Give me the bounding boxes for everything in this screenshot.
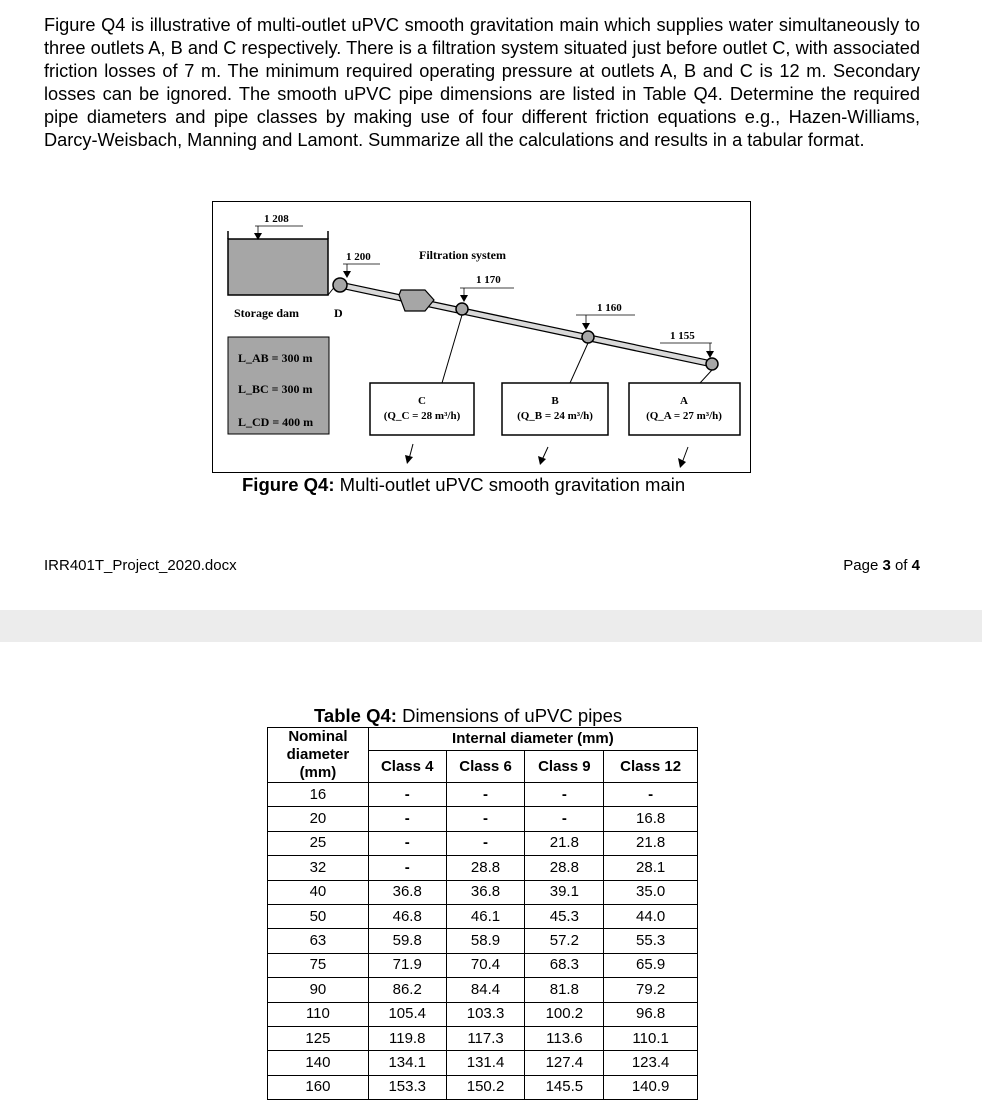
node-c [456,303,468,315]
elev-b-label: 1 160 [597,302,622,314]
table-row [268,978,698,1002]
nominal-diameter-cell: 63 [268,929,369,953]
footer-page-number: Page 3 of 4 [843,557,920,574]
internal-diameter-cell: 55.3 [604,929,698,953]
nominal-diameter-cell: 75 [268,953,369,977]
nominal-diameter-cell: 90 [268,978,369,1002]
header-class-9: Class 9 [525,751,604,783]
table-row [268,1051,698,1075]
node-d [333,278,347,292]
internal-diameter-cell: 79.2 [604,978,698,1002]
internal-diameter-cell: 81.8 [525,978,604,1002]
table-row [268,880,698,904]
nominal-diameter-cell: 16 [268,783,369,807]
internal-diameter-cell: 84.4 [446,978,525,1002]
upvc-dimensions-table [267,727,698,1100]
internal-diameter-cell: 28.8 [525,856,604,880]
header-class-4: Class 4 [368,751,446,783]
internal-diameter-cell: - [446,831,525,855]
internal-diameter-cell: 100.2 [525,1002,604,1026]
table-row [268,953,698,977]
nominal-diameter-cell: 25 [268,831,369,855]
internal-diameter-cell: 46.1 [446,904,525,928]
elev-dam-label: 1 208 [264,213,289,225]
outlet-c-letter: C [418,395,426,407]
internal-diameter-cell: 134.1 [368,1051,446,1075]
elev-d-label: 1 200 [346,251,371,263]
internal-diameter-cell: 57.2 [525,929,604,953]
footer-filename: IRR401T_Project_2020.docx [44,557,237,574]
node-b [582,331,594,343]
page-4 [0,642,982,1115]
outlet-a-box [629,383,740,435]
table-caption: Table Q4: Dimensions of uPVC pipes [314,705,623,726]
outlet-c-box [370,383,474,435]
internal-diameter-cell: 86.2 [368,978,446,1002]
table-row [268,856,698,880]
internal-diameter-cell: 127.4 [525,1051,604,1075]
internal-diameter-cell: 110.1 [604,1026,698,1050]
nominal-diameter-cell: 110 [268,1002,369,1026]
header-class-6: Class 6 [446,751,525,783]
nominal-diameter-cell: 40 [268,880,369,904]
node-d-label: D [334,306,343,320]
outlet-a-flow: (Q_A = 27 m³/h) [646,410,722,422]
outlet-b-box [502,383,608,435]
internal-diameter-cell: 123.4 [604,1051,698,1075]
internal-diameter-cell: 39.1 [525,880,604,904]
storage-dam-label: Storage dam [234,306,299,320]
internal-diameter-cell: 71.9 [368,953,446,977]
internal-diameter-cell: 96.8 [604,1002,698,1026]
internal-diameter-cell: - [604,783,698,807]
page-gap [0,610,982,642]
table-row [268,807,698,831]
internal-diameter-cell: 119.8 [368,1026,446,1050]
outlet-b-flow: (Q_B = 24 m³/h) [517,410,593,422]
elev-a-label: 1 155 [670,330,695,342]
filtration-label: Filtration system [419,248,506,262]
outlet-a-letter: A [680,395,688,407]
node-a [706,358,718,370]
internal-diameter-cell: 35.0 [604,880,698,904]
header-internal-diameter: Internal diameter (mm) [368,728,697,751]
internal-diameter-cell: 36.8 [446,880,525,904]
table-row [268,1002,698,1026]
internal-diameter-cell: 131.4 [446,1051,525,1075]
internal-diameter-cell: 150.2 [446,1075,525,1099]
table-row [268,831,698,855]
internal-diameter-cell: 28.1 [604,856,698,880]
internal-diameter-cell: 105.4 [368,1002,446,1026]
storage-dam-tank [228,239,328,295]
nominal-diameter-cell: 50 [268,904,369,928]
outlet-b-letter: B [551,395,559,407]
internal-diameter-cell: 145.5 [525,1075,604,1099]
internal-diameter-cell: 44.0 [604,904,698,928]
nominal-diameter-cell: 125 [268,1026,369,1050]
internal-diameter-cell: 103.3 [446,1002,525,1026]
internal-diameter-cell: - [368,807,446,831]
internal-diameter-cell: - [368,831,446,855]
table-row [268,1075,698,1099]
internal-diameter-cell: - [446,807,525,831]
header-class-12: Class 12 [604,751,698,783]
nominal-diameter-cell: 20 [268,807,369,831]
figure-q4-diagram [212,201,751,473]
internal-diameter-cell: 46.8 [368,904,446,928]
length-cd: L_CD = 400 m [238,415,314,429]
internal-diameter-cell: - [446,783,525,807]
internal-diameter-cell: 68.3 [525,953,604,977]
internal-diameter-cell: 21.8 [604,831,698,855]
internal-diameter-cell: 58.9 [446,929,525,953]
internal-diameter-cell: 153.3 [368,1075,446,1099]
internal-diameter-cell: 113.6 [525,1026,604,1050]
internal-diameter-cell: 36.8 [368,880,446,904]
internal-diameter-cell: 21.8 [525,831,604,855]
internal-diameter-cell: 140.9 [604,1075,698,1099]
nominal-diameter-cell: 160 [268,1075,369,1099]
question-text: Figure Q4 is illustrative of multi-outlet uPVC smooth gravitation main which supplies water simultaneously to three outlets A, B and C respectively. There is a filtration system situated just before outlet C, with associated friction losses of 7 m. The minimum required operating pressure at outlets A, B and C is 12 m. Secondary losses can be ignored. The smooth uPVC pipe dimensions are listed in Table Q4. Determine the required pipe diameters and pipe classes by making use of four different friction equations e.g., Hazen-Williams, Darcy-Weisbach, Manning and Lamont. Summarize all the calculations and results in a tabular format. [44,15,920,150]
nominal-diameter-cell: 140 [268,1051,369,1075]
internal-diameter-cell: 28.8 [446,856,525,880]
internal-diameter-cell: 16.8 [604,807,698,831]
elev-c-label: 1 170 [476,274,501,286]
internal-diameter-cell: 59.8 [368,929,446,953]
internal-diameter-cell: - [368,856,446,880]
figure-caption: Figure Q4: Multi-outlet uPVC smooth gravitation main [242,474,686,495]
outlet-c-flow: (Q_C = 28 m³/h) [383,410,461,422]
table-row [268,904,698,928]
internal-diameter-cell: 65.9 [604,953,698,977]
internal-diameter-cell: - [368,783,446,807]
header-nominal-diameter: Nominal diameter (mm) [268,728,369,783]
length-ab: L_AB = 300 m [238,351,313,365]
table-row [268,783,698,807]
table-row [268,1026,698,1050]
nominal-diameter-cell: 32 [268,856,369,880]
internal-diameter-cell: - [525,807,604,831]
internal-diameter-cell: 70.4 [446,953,525,977]
internal-diameter-cell: 117.3 [446,1026,525,1050]
internal-diameter-cell: - [525,783,604,807]
length-bc: L_BC = 300 m [238,382,313,396]
internal-diameter-cell: 45.3 [525,904,604,928]
table-row [268,929,698,953]
